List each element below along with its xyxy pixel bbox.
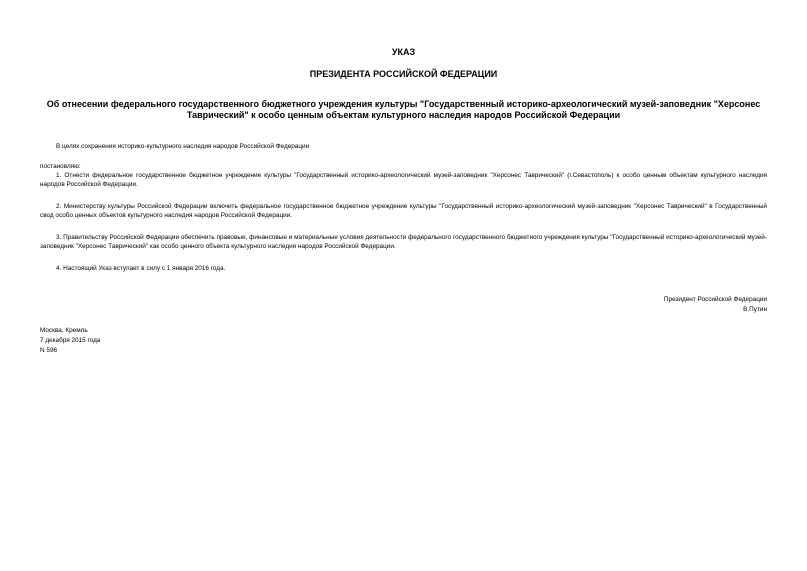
document-type-heading: УКАЗ (391, 47, 416, 57)
signature-name: В.Путин (743, 306, 767, 313)
issuer-heading: ПРЕЗИДЕНТА РОССИЙСКОЙ ФЕДЕРАЦИИ (309, 69, 498, 79)
signature-title: Президент Российской Федерации (663, 296, 767, 303)
preamble-text: В целях сохранения историко-культурного наследия народов Российской Федерации (56, 143, 310, 150)
decree-word: постановляю: (40, 163, 81, 170)
paragraph-1: 1. Отнести федеральное государственное бюджетное учреждение культуры "Государственный историко-археологический музей-заповедник "Херсонес Таврический" (г.Севастополь) к особо ценным объектам культурного наследия народов Российской Федерации. (40, 172, 767, 188)
document-number: N 596 (40, 347, 58, 354)
paragraph-3: 3. Правительству Российской Федерации обеспечить правовые, финансовые и материальные условия деятельности федерального государственного бюджетного учреждения культуры "Государственный историко-археологический музей-заповедник "Херсонес Таврический" как особо ценного объекта культурного наследия народов Российской Федерации. (40, 234, 767, 250)
paragraph-2: 2. Министерству культуры Российской Федерации включить федеральное государственное бюджетное учреждение культуры "Государственный историко-археологический музей-заповедник "Херсонес Таврический" в Государственный свод особо ценных объектов культурного наследия народов Российской Федерации. (40, 203, 767, 219)
paragraph-4: 4. Настоящий Указ вступает в силу с 1 января 2016 года. (56, 265, 226, 272)
document-title: Об отнесении федерального государственного бюджетного учреждения культуры "Государственный историко-археологический музей-заповедник "Херсонес Таврический" к особо ценным объектам культурного наследия народов Российской Федерации (46, 99, 761, 120)
signing-place: Москва, Кремль (40, 327, 88, 334)
signing-date: 7 декабря 2015 года (40, 337, 101, 344)
